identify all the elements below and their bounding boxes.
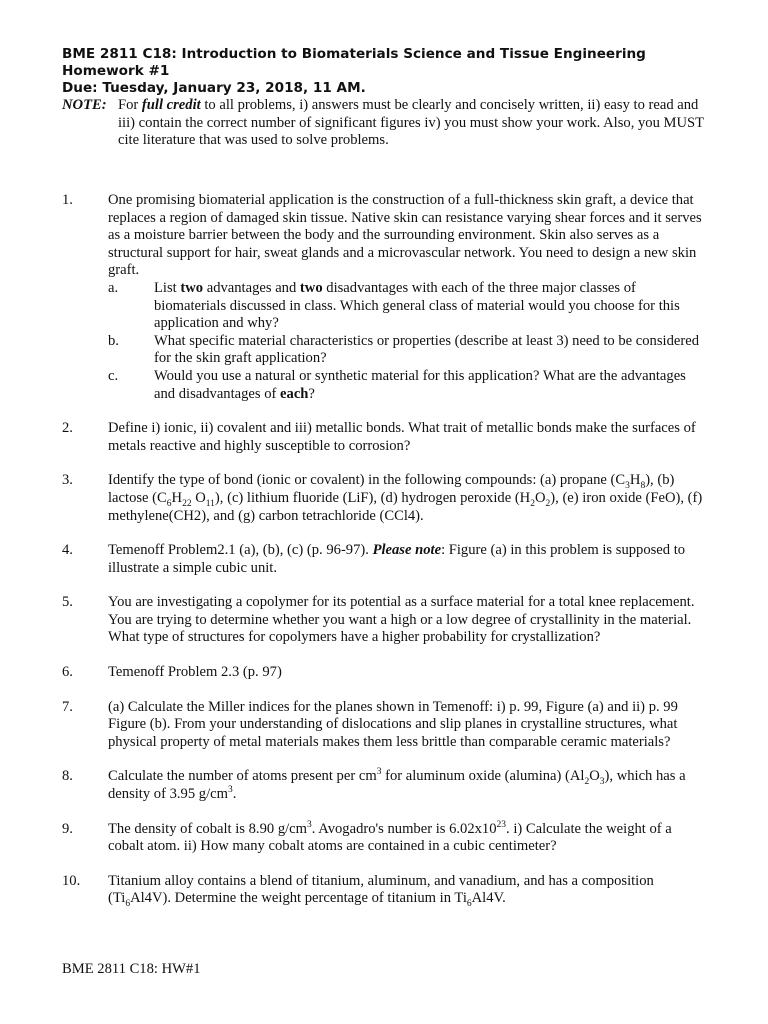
problem-4 — [62, 542, 712, 577]
problem-number: 10. — [62, 872, 81, 889]
problem-8 — [62, 768, 712, 803]
problem-text: You are investigating a copolymer for its potential as a surface material for a total knee replacement. You are trying to determine whether you want a high or a low degree of crystallinity in the material. What type of structures for copolymers have a higher probability for crystallization? — [108, 594, 695, 646]
homework-title: Homework #1 — [62, 63, 170, 79]
problem-number: 1. — [62, 192, 73, 208]
subproblem-b: b. What specific material characteristics or properties (describe at least 3) need to be considered for the skin graft application? — [108, 332, 699, 367]
problem-number: 7. — [62, 698, 73, 715]
problem-number: 2. — [62, 420, 73, 437]
problem-number: 3. — [62, 472, 73, 489]
problem-5 — [62, 594, 712, 647]
problem-2 — [62, 420, 712, 455]
problem-6 — [62, 664, 712, 682]
due-date: Due: Tuesday, January 23, 2018, 11 AM. — [62, 80, 366, 96]
subproblem-c: c. Would you use a natural or synthetic material for this application? What are the advantages and disadvantages of each? — [108, 367, 686, 402]
problem-number: 8. — [62, 768, 73, 785]
problem-text: Define i) ionic, ii) covalent and iii) metallic bonds. What trait of metallic bonds make the surfaces of metals reactive and highly susceptible to corrosion? — [108, 420, 696, 454]
problem-number: 6. — [62, 664, 73, 681]
problem-list — [62, 192, 712, 925]
problem-text: Titanium alloy contains a blend of titanium, aluminum, and vanadium, and has a composition $(Ti_6Al4V)$. Determine the weight percentage of titanium in $Ti_6Al4V$. — [108, 872, 654, 910]
problem-text: One promising biomaterial application is the construction of a full-thickness skin graft, a device that replaces a region of damaged skin tissue. Native skin can resistance varying shear forces and it serves as a moisture barrier between the body and the surrounding environment. Skin also serves as a structural support for hair, sweat glands and a microvascular network. You need to design a new skin graft. — [108, 192, 702, 279]
problem-text: Temenoff Problem2.1 (a), (b), (c) (p. 96-97). Please note: Figure (a) in this problem is supposed to illustrate a simple cubic unit. — [108, 542, 686, 576]
note-text: For full credit to all problems, i) answers must be clearly and concisely written, ii) easy to read and iii) contain the correct number of significant figures iv) you must show your work. Also, you MUST cite literature that was used to solve problems. — [118, 97, 704, 149]
note-label: NOTE: — [62, 97, 107, 113]
page-footer: BME 2811 C18: HW#1 — [62, 961, 201, 977]
problem-9 — [62, 821, 712, 856]
problem-7 — [62, 699, 712, 752]
note-block — [62, 97, 722, 150]
problem-number: 5. — [62, 594, 73, 611]
course-title: BME 2811 C18: Introduction to Biomaterials Science and Tissue Engineering — [62, 46, 646, 62]
subproblem-a: a. List two advantages and two disadvantages with each of the three major classes of biomaterials discussed in class. Which general class of material would you choose for this application and why? — [108, 279, 680, 332]
problem-number: 4. — [62, 542, 73, 559]
problem-text: Temenoff Problem 2.3 (p. 97) — [108, 664, 282, 681]
problem-1 — [62, 192, 712, 403]
problem-text: The density of cobalt is 8.90 $g/cm^3$. Avogadro's number is $6.02x10^{23}$. i) Calculate the weight of a cobalt atom. ii) How many cobalt atoms are contained in a cubic centimeter? — [108, 819, 672, 855]
problem-text: (a) Calculate the Miller indices for the planes shown in Temenoff: i) p. 99, Figure (a) and ii) p. 99 Figure (b). From your understanding of dislocations and slip planes in crystalline structures, what physical property of metal materials makes them less brittle than comparable ceramic materials? — [108, 698, 678, 750]
problem-text: Identify the type of bond (ionic or covalent) in the following compounds: (a) propane $(C_3H_8)$, (b) lactose ($C_6H_{22}$ $O_{11}$), (c) lithium fluoride (LiF), (d) hydrogen peroxide $(H_2O_2)$, (e) iron oxide (FeO), (f) methylene(CH2), and (g) carbon tetrachloride (CCl4). — [108, 472, 703, 524]
problem-number: 9. — [62, 820, 73, 837]
problem-10 — [62, 873, 712, 908]
problem-text: Calculate the number of atoms present per $cm^3$ for aluminum oxide (alumina) $(Al_2O_3)$, which has a density of 3.95 $g/cm^3$. — [108, 767, 686, 803]
problem-3 — [62, 472, 712, 525]
document-header — [62, 46, 722, 150]
